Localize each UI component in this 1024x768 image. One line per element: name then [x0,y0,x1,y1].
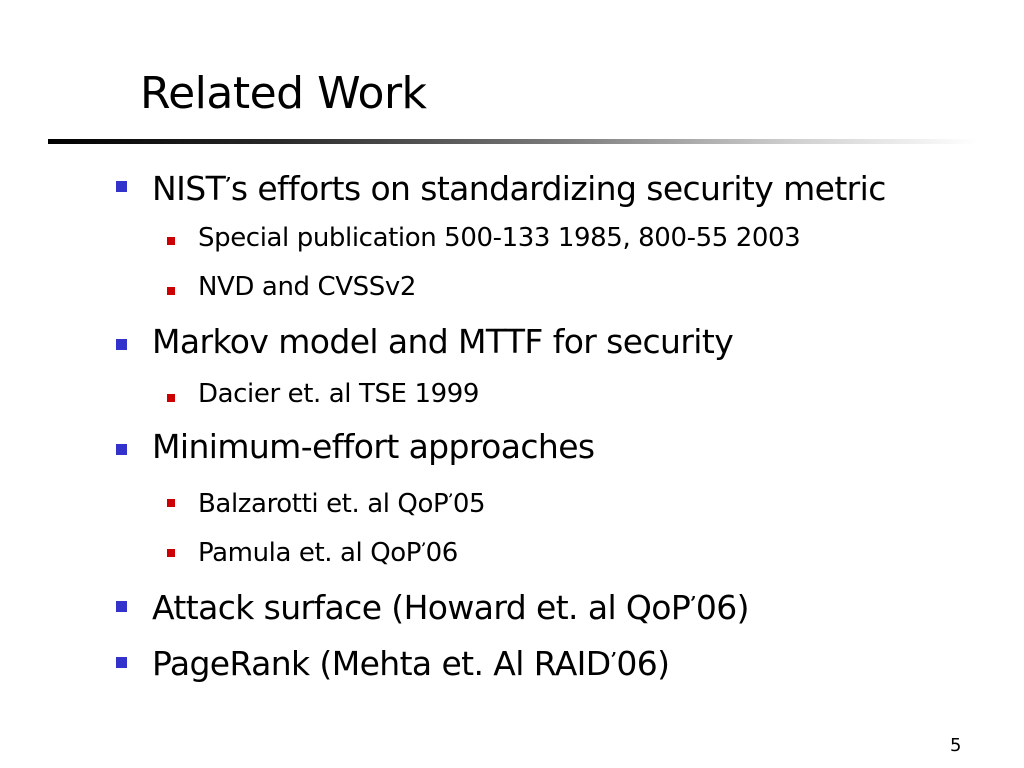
page-number: 5 [950,735,962,756]
bullet-nist-efforts [152,165,886,209]
sub-bullet-special-publication: Special publication 500-133 1985, 800-55 2003 [198,223,801,253]
sub-bullet-square-icon [167,394,175,402]
bullet-square-icon [116,601,127,612]
slide-title: Related Work [140,68,427,119]
apostrophe: ’ [610,649,617,670]
sub-bullet-square-icon [167,237,175,245]
text-segment: 05 [452,488,486,519]
sub-bullet-balzarotti [198,484,485,520]
text-segment: NIST [152,168,226,208]
text-segment: 06) [616,643,670,683]
apostrophe: ’ [690,593,696,614]
text-segment: 06 [425,537,458,568]
text-segment: s efforts on standardizing security metric [230,168,886,208]
sub-bullet-square-icon [167,287,175,295]
apostrophe: ’ [225,174,231,195]
sub-bullet-dacier: Dacier et. al TSE 1999 [198,379,480,409]
bullet-square-icon [116,339,127,350]
bullet-markov-model: Markov model and MTTF for security [152,322,734,361]
bullet-attack-surface [152,584,749,628]
sub-bullet-pamula [198,533,458,569]
title-underline [48,139,978,144]
text-segment: Attack surface (Howard et. al QoP [152,587,691,627]
sub-bullet-nvd-cvss: NVD and CVSSv2 [198,272,416,302]
text-segment: PageRank (Mehta et. Al RAID [152,643,611,683]
apostrophe: ’ [448,492,453,508]
text-segment: Balzarotti et. al QoP [198,488,449,519]
apostrophe: ’ [421,541,426,557]
text-segment: 06) [695,587,749,627]
sub-bullet-square-icon [167,499,175,507]
bullet-square-icon [116,181,127,192]
bullet-square-icon [116,444,127,455]
sub-bullet-square-icon [167,549,175,557]
bullet-square-icon [116,657,127,668]
text-segment: Pamula et. al QoP [198,537,422,568]
bullet-pagerank [152,640,669,684]
bullet-minimum-effort: Minimum-effort approaches [152,427,595,466]
